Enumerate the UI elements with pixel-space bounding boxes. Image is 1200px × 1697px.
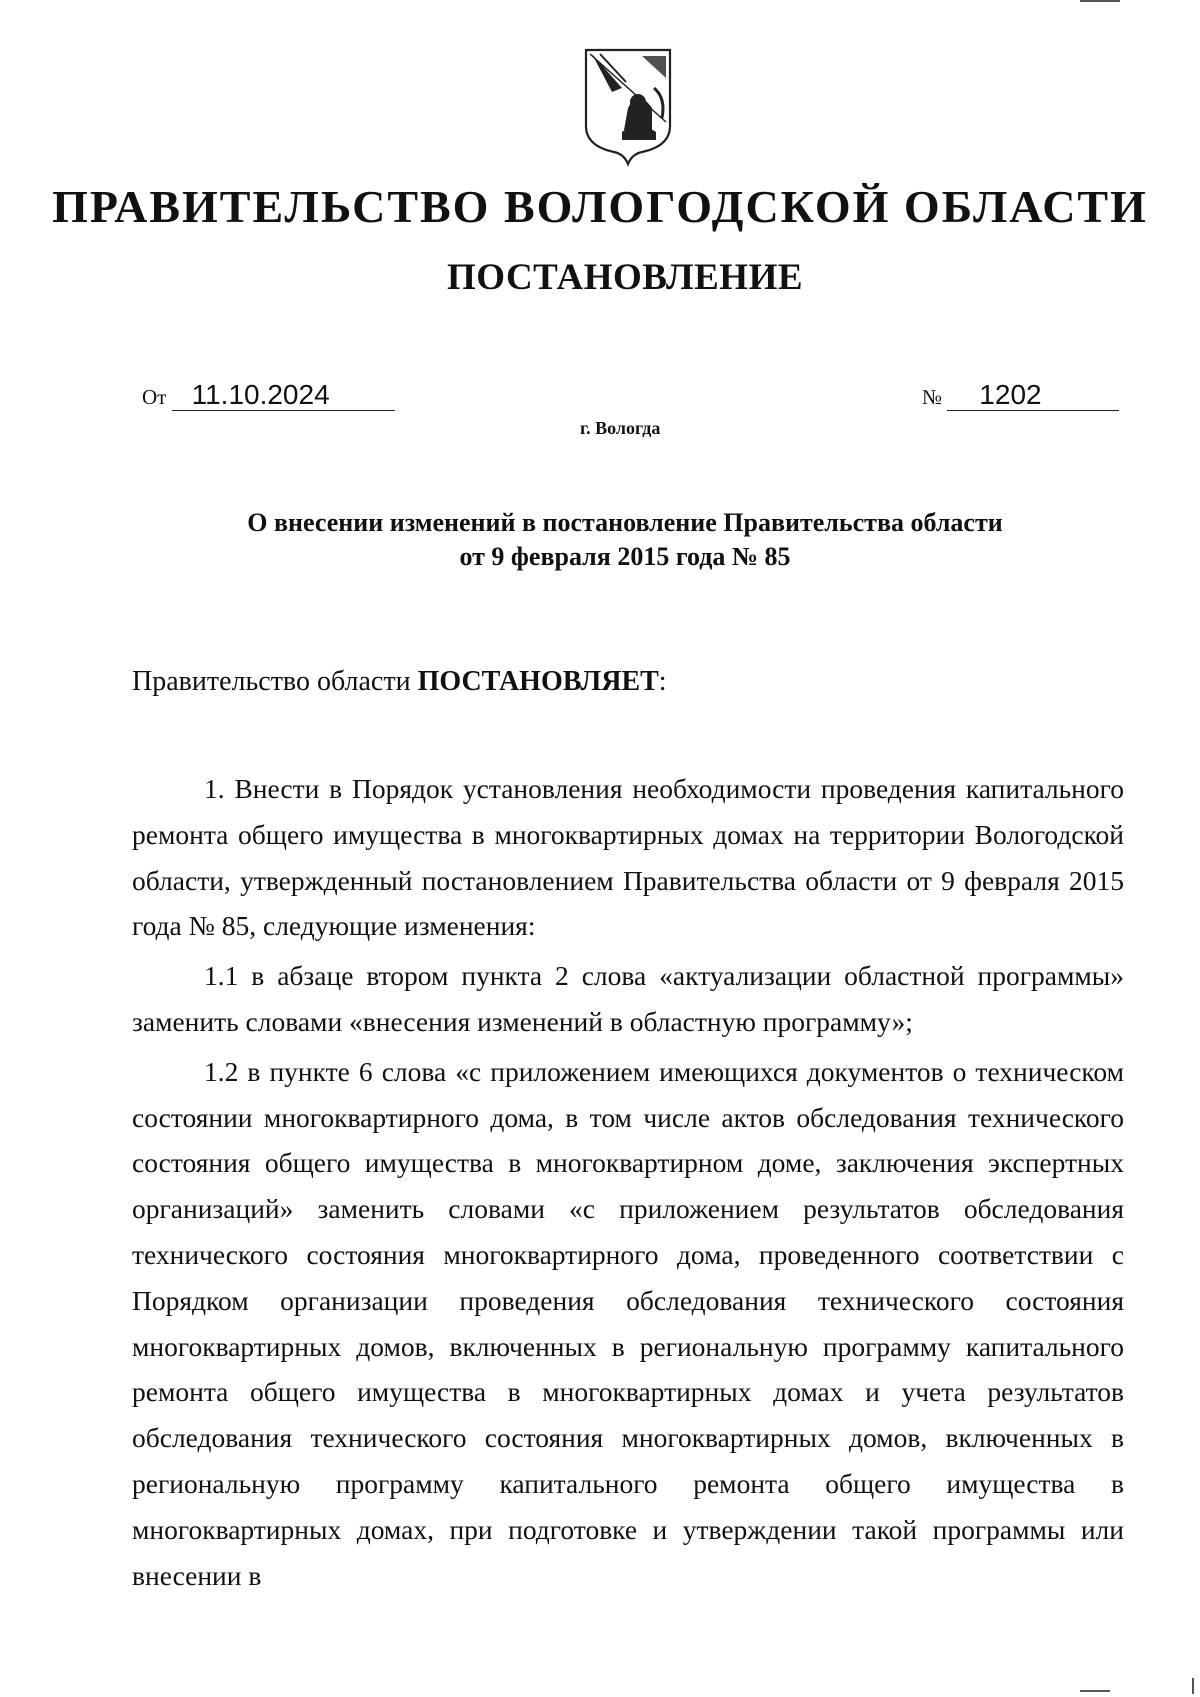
coat-of-arms-emblem [582,48,674,168]
scan-edge-mark [1192,1678,1194,1694]
document-subject [150,506,1100,574]
subject-line-2: от 9 февраля 2015 года № 85 [459,542,791,571]
scan-edge-mark [1080,0,1120,2]
number-prefix: № [922,385,943,409]
date-prefix: От [142,385,167,409]
document-body [132,766,1124,1602]
date-field [142,380,395,411]
subject-line-1: О внесении изменений в постановление Правительства области [247,508,1003,537]
city: г. Вологда [580,418,661,438]
paragraph-1-2: 1.2 в пункте 6 слова «с приложением имеющихся документов о техническом состоянии многоквартирного дома, в том числе актов обследования технического состояния общего имущества в многоквартирном доме, заключения экспертных организаций» заменить словами «с приложением результатов обследования технического состояния многоквартирного дома, проведенного соответствии с Порядком организации проведения обследования технического состояния многоквартирных домов, включенных в региональную программу капитального ремонта общего имущества в многоквартирных домах и учета результатов обследования технического состояния многоквартирных домов, включенных в региональную программу капитального ремонта общего имущества в многоквартирных домах, при подготовке и утверждении такой программы или внесении в [132,1055,1124,1591]
scan-edge-mark [1080,1690,1110,1692]
number-value: 1202 [947,380,1119,411]
preamble-suffix: : [658,666,667,697]
preamble-text: Правительство области [132,666,418,697]
number-field [922,380,1119,411]
organization-title: ПРАВИТЕЛЬСТВО ВОЛОГОДСКОЙ ОБЛАСТИ [52,181,1148,232]
paragraph-1-1: 1.1 в абзаце втором пункта 2 слова «актуализации областной программы» заменить словами «внесения изменений в областную программу»; [132,960,1124,1037]
preamble-emphasis: ПОСТАНОВЛЯЕТ [417,666,659,697]
date-value: 11.10.2024 [172,380,395,411]
document-type: ПОСТАНОВЛЕНИЕ [446,257,804,298]
preamble [132,666,667,698]
paragraph-1: 1. Внести в Порядок установления необходимости проведения капитального ремонта общего имущества в многоквартирных домах на территории Вологодской области, утвержденный постановлением Правительства области от 9 февраля 2015 года № 85, следующие изменения: [132,773,1124,942]
